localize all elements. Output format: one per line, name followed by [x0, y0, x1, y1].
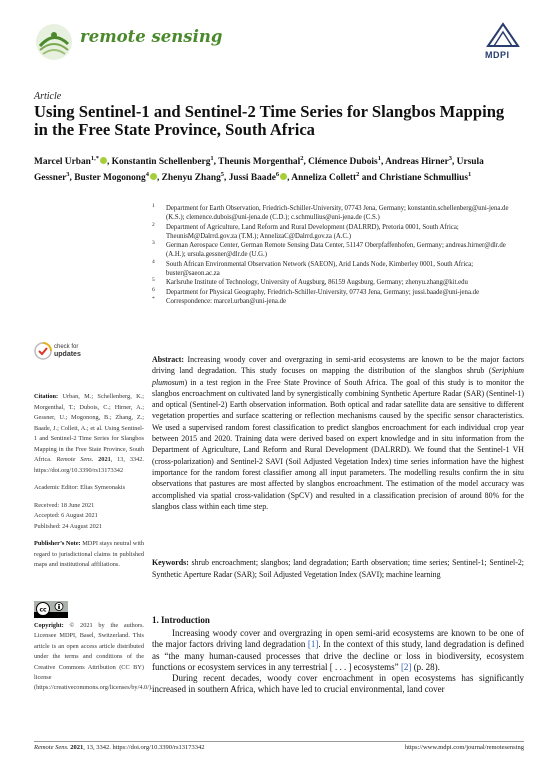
orcid-icon[interactable]: [150, 173, 157, 180]
citation-label: Citation:: [34, 393, 59, 400]
author-separator: ,: [287, 172, 292, 183]
citation-year: 2021: [98, 456, 111, 463]
affiliation-item: [152, 223, 524, 242]
article-info-sidebar: [34, 392, 144, 578]
affiliation-number: 1: [152, 203, 155, 209]
published-date: Published: 24 August 2021: [34, 522, 103, 530]
citation-text: Urban, M.; Schellenberg, K.; Morgenthal, T.; Dubois, C.; Hirner, A.; Gessner, U.; Mogonong, B.; Zhang, Z.; Baade, J.; Collett, A.; et al. Using Sentinel-1 and Sentinel-2 Time Series for Slangbos Mapping in the Free State Province, South Africa.: [34, 393, 144, 463]
keywords: [152, 557, 524, 581]
author-name[interactable]: Theunis Morgenthal: [218, 157, 301, 168]
affiliation-number: *: [152, 295, 155, 302]
author-affiliation-mark: 6: [275, 170, 280, 178]
affiliation-text: Correspondence: marcel.urban@uni-jena.de: [166, 297, 287, 305]
author-name[interactable]: Andreas Hirner: [385, 157, 449, 168]
publisher-note-text: MDPI stays neutral with regard to jurisdictional claims in published maps and institutional affiliations.: [34, 540, 144, 568]
author-name[interactable]: Konstantin Schellenberg: [111, 157, 211, 168]
check-for-updates-button[interactable]: [34, 342, 94, 364]
affiliation-text: Department of Agriculture, Land Reform and Rural Development (DALRRD), Pretoria 0001, South Africa; TheunisM@Dalrrd.gov.za (T.M.); AnnelizaC@Dalrrd.gov.za (A.C.): [166, 223, 459, 240]
abstract: [152, 354, 524, 512]
introduction-body: [152, 628, 524, 696]
author-separator: ,: [303, 157, 309, 168]
accepted-date: Accepted: 6 August 2021: [34, 512, 98, 519]
author-affiliation-mark: 2: [356, 170, 360, 178]
affiliation-number: 3: [152, 240, 155, 247]
author-affiliation-mark: 1: [468, 170, 472, 178]
affiliation-number: 4: [152, 258, 155, 265]
author-affiliation-mark: 1,*: [90, 155, 99, 162]
author-separator: ,: [380, 157, 386, 168]
author-name[interactable]: Buster Mogonong: [74, 172, 146, 183]
affiliation-number: 6: [152, 286, 155, 293]
author-affiliation-mark: 2: [300, 155, 304, 162]
citation-block: [34, 392, 144, 476]
abstract-text-2: ) in a test region in the Free State Province of South Africa. The goal of this study is to monitor the slangbos encroachment on cultivated land by synergistically combining Synthetic Aperture Radar (SAR) (Sentinel-1) and optical (Sentinel-2) Earth observation information. Both optical and radar satellite data are sensitive to different vegetation properties and surface scattering or reflection mechanisms caused by the specific sensor characteristics. We used a supervised random forest classification to predict slangbos encroachment for each individual crop year between 2015 and 2020. Training data were derived based on expert knowledge and in situ information from the Department of Agriculture, Land Reform and Rural Development (DALRRD). We found that the Sentinel-1 VH (cross-polarization) and Sentinel-2 SAVI (Soil Adjusted Vegetation Index) time series information have the highest importance for the random forest classifier among all input parameters. The modelling results confirm the in situ observations that pastures are most affected by slangbos encroachment. The estimation of the model accuracy was accomplished via spatial cross-validation (SpCV) and resulted in a classification precision of around 80% for the slangbos class within each time step.: [152, 377, 524, 511]
footer-journal-url[interactable]: https://www.mdpi.com/journal/remotesensing: [404, 744, 524, 751]
intro-p1-text-a: Increasing woody cover and overgrazing in open semi-arid ecosystems are known to be one of the major factors driving land degradation: [152, 628, 524, 650]
citation-link-1[interactable]: [1]: [307, 639, 319, 650]
keywords-label: Keywords:: [152, 558, 189, 567]
affiliation-text: Department for Earth Observation, Friedrich-Schiller-University, 07743 Jena, Germany; konstantin.schellenberg@uni-jena.de (K.S.); clemence.dubois@uni-jena.de (C.D.); c.schmullius@uni-jena.de (C.S.): [166, 205, 509, 222]
author-name[interactable]: Christiane Schmullius: [379, 172, 469, 183]
intro-p1-text-end: (p. 28).: [411, 661, 440, 672]
author-name[interactable]: Marcel Urban: [34, 157, 91, 168]
journal-logo-icon: [34, 22, 74, 62]
abstract-text-1: Increasing woody cover and overgrazing in semi-arid ecosystems are known to be the major factors driving land degradation. This study focuses on mapping the distribution of the slangbos shrub (: [152, 355, 524, 376]
citation-link-2[interactable]: [2]: [400, 661, 412, 672]
affiliation-item: [152, 204, 524, 223]
svg-text:cc: cc: [39, 606, 47, 614]
author-affiliation-mark: 3: [448, 155, 452, 162]
author-affiliation-mark: 5: [220, 170, 225, 178]
received-date: Received: 18 June 2021: [34, 501, 95, 509]
affiliation-item: [152, 260, 524, 279]
author-name[interactable]: Clémence Dubois: [308, 157, 378, 168]
author-list: [34, 153, 516, 184]
affiliation-text: South African Environmental Observation Network (SAEON), Arid Lands Node, Kimberley 0001, South Africa; buster@saeon.ac.za: [166, 260, 474, 278]
check-updates-icon: [34, 342, 52, 360]
copyright-label: Copyright:: [34, 622, 64, 629]
author-name[interactable]: Ursula Gessner: [34, 157, 484, 183]
publisher-note: [34, 539, 144, 571]
affiliation-number: 5: [152, 277, 155, 284]
affiliation-item: [152, 241, 524, 260]
affiliation-text: German Aerospace Center, German Remote Sensing Data Center, 51147 Oberpfaffenhofen, Germany; andreas.hirner@dlr.de (A.H.); ursula.gessner@dlr.de (U.G.): [166, 242, 506, 259]
affiliation-item: [152, 278, 524, 287]
affiliations: [152, 204, 524, 306]
author-separator: ,: [213, 157, 219, 168]
footer-citation: [34, 744, 205, 751]
author-affiliation-mark: 1: [377, 155, 381, 162]
citation-volume-doi[interactable]: , 13, 3342. https://doi.org/10.3390/rs13173342: [34, 456, 144, 474]
footer-year: 2021: [70, 744, 84, 751]
publisher-name: MDPI: [485, 50, 510, 60]
article-title: Using Sentinel-1 and Sentinel-2 Time Series for Slangbos Mapping in the Free State Province, South Africa: [34, 102, 505, 139]
footer-doi[interactable]: , 13, 3342. https://doi.org/10.3390/rs13173342: [83, 744, 205, 751]
mdpi-logo-icon: [486, 22, 520, 48]
author-name[interactable]: Anneliza Collett: [291, 172, 357, 183]
affiliation-item: [152, 297, 524, 306]
author-affiliation-mark: 3: [66, 170, 70, 178]
author-separator: ,: [106, 157, 112, 168]
author-name[interactable]: Zhenyu Zhang: [161, 172, 221, 183]
author-separator: ,: [451, 157, 457, 168]
author-separator: ,: [224, 172, 229, 183]
publisher-note-label: Publisher’s Note:: [34, 540, 81, 547]
journal-name: remote sensing: [80, 27, 223, 46]
affiliation-text: Karlsruhe Institute of Technology, University of Augsburg, 86159 Augsburg, Germany; zhenyu.zhang@kit.edu: [166, 279, 468, 287]
affiliation-number: 2: [152, 221, 155, 228]
author-separator: ,: [156, 172, 162, 183]
check-updates-line2: updates: [54, 351, 81, 358]
author-separator: ,: [69, 172, 75, 183]
check-updates-line1: check for: [54, 344, 79, 350]
intro-paragraph-2: During recent decades, woody cover encroachment in open ecosystems has significantly increased in southern Africa, which have led to crucial environmental, land cover: [152, 673, 524, 695]
article-type: Article: [34, 91, 62, 102]
abstract-label: Abstract:: [152, 355, 184, 364]
author-affiliation-mark: 4: [145, 170, 149, 178]
author-affiliation-mark: 1: [210, 155, 214, 162]
keywords-text: shrub encroachment; slangbos; land degradation; Earth observation; time series; Sentinel-1; Sentinel-2; Synthetic Aperture Radar (SAR); Soil Adjusted Vegetation Index (SAVI); machine learning: [152, 558, 524, 579]
section-heading-introduction: 1. Introduction: [152, 615, 210, 625]
academic-editor: Academic Editor: Elias Symeonakis: [34, 484, 126, 491]
affiliation-item: [152, 288, 524, 297]
author-name[interactable]: Jussi Baade: [228, 172, 276, 183]
footer-divider: [34, 741, 524, 742]
abstract-species: Seriphium plumosum: [152, 366, 524, 387]
cc-by-license-icon[interactable]: [34, 601, 68, 618]
footer-journal: Remote Sens.: [34, 744, 69, 751]
intro-paragraph-1: [152, 628, 524, 673]
author-separator: and: [359, 172, 380, 183]
citation-journal: Remote Sens.: [56, 456, 94, 463]
copyright-text: © 2021 by the authors. Licensee MDPI, Basel, Switzerland. This article is an open access article distributed under the terms and conditions of the Creative Commons Attribution (CC BY) license (https://creativecommons.org/licenses/by/4.0/).: [34, 622, 153, 692]
intro-p1-text-b: . In the context of this study, land degradation is defined as “the many human-caused processes that drive the decline or loss in biodiversity, ecosystem functions or ecosystem services in any terrestrial [ . . . ] ecosystems”: [152, 639, 524, 672]
orcid-icon[interactable]: [100, 157, 107, 164]
copyright-block: [34, 621, 153, 694]
affiliation-text: Department for Physical Geography, Friedrich-Schiller-University, 07743 Jena, Germany; jussi.baade@uni-jena.de: [166, 288, 480, 296]
